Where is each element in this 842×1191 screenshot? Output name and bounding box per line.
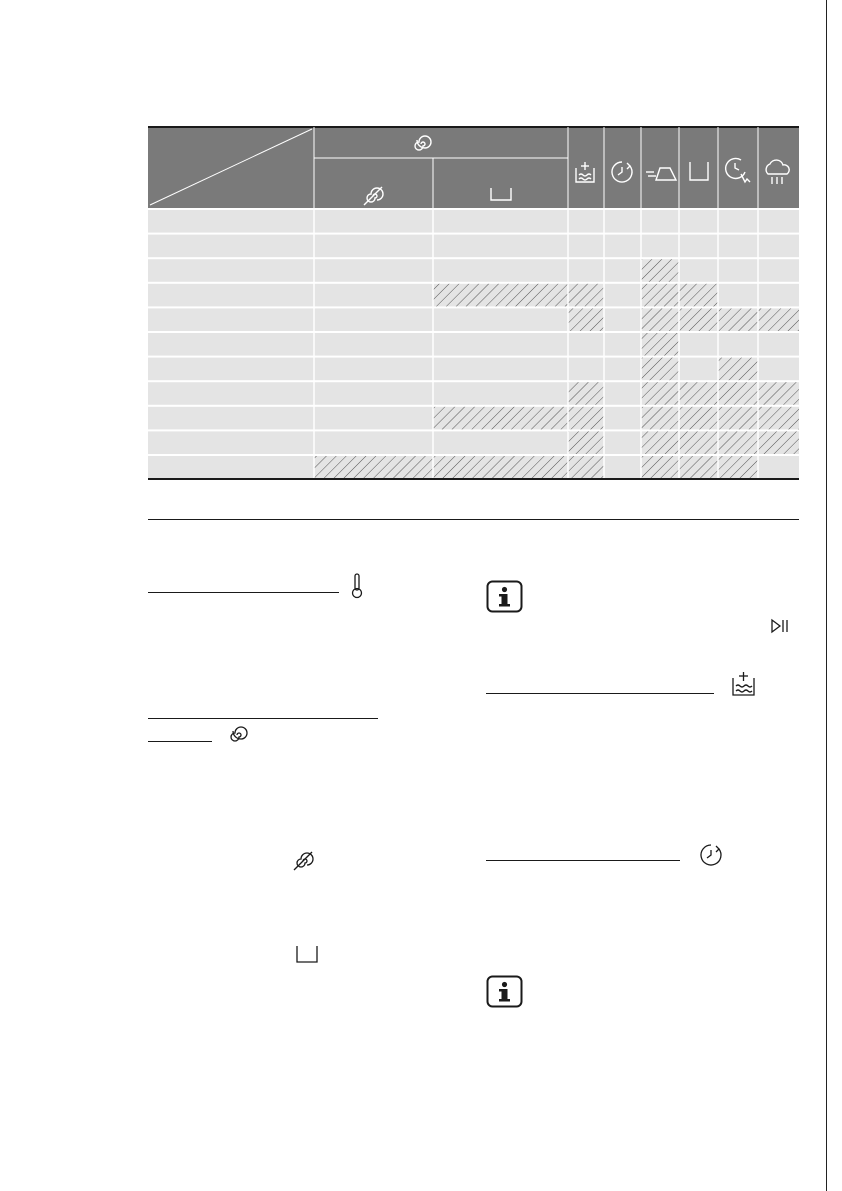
table-cell bbox=[604, 382, 641, 405]
table-cell bbox=[568, 358, 604, 381]
table-cell bbox=[148, 358, 314, 381]
table-cell bbox=[314, 431, 433, 454]
table-cell bbox=[604, 235, 641, 258]
table-cell bbox=[148, 382, 314, 405]
table-cell-unavailable bbox=[679, 431, 718, 454]
table-cell bbox=[718, 210, 758, 233]
time-save-heading-rule bbox=[486, 860, 680, 861]
table-cell bbox=[148, 210, 314, 233]
table-cell bbox=[679, 358, 718, 381]
no-spin-icon bbox=[291, 849, 315, 873]
table-header bbox=[148, 127, 799, 208]
table-cell-unavailable bbox=[679, 407, 718, 430]
table-cell bbox=[433, 259, 568, 282]
table-bottom-rule bbox=[148, 478, 799, 480]
table-cell bbox=[568, 259, 604, 282]
time-save-icon bbox=[698, 840, 728, 868]
table-cell bbox=[679, 333, 718, 356]
table-cell bbox=[758, 456, 799, 479]
table-cell-unavailable bbox=[758, 407, 799, 430]
table-cell-unavailable bbox=[641, 308, 679, 331]
table-cell bbox=[604, 456, 641, 479]
table-cell bbox=[604, 358, 641, 381]
table-row bbox=[148, 382, 799, 405]
table-cell-unavailable bbox=[568, 382, 604, 405]
table-cell bbox=[718, 259, 758, 282]
table-cell bbox=[148, 407, 314, 430]
table-cell bbox=[758, 333, 799, 356]
table-cell-unavailable bbox=[314, 456, 433, 479]
rinse-hold-icon bbox=[295, 944, 321, 966]
table-cell-unavailable bbox=[718, 308, 758, 331]
table-cell-unavailable bbox=[679, 308, 718, 331]
table-cell bbox=[568, 333, 604, 356]
table-cell bbox=[148, 259, 314, 282]
table-cell-unavailable bbox=[679, 284, 718, 307]
table-cell-unavailable bbox=[718, 382, 758, 405]
table-cell bbox=[641, 210, 679, 233]
table-cell bbox=[314, 259, 433, 282]
table-cell bbox=[604, 308, 641, 331]
table-row bbox=[148, 210, 799, 233]
table-cell-unavailable bbox=[641, 358, 679, 381]
options-table bbox=[0, 0, 842, 500]
table-cell-unavailable bbox=[758, 382, 799, 405]
table-cell bbox=[314, 308, 433, 331]
table-cell bbox=[758, 210, 799, 233]
table-cell bbox=[433, 210, 568, 233]
extra-rinse-icon bbox=[731, 671, 757, 699]
table-cell-unavailable bbox=[433, 407, 568, 430]
table-row bbox=[148, 235, 799, 258]
table-cell-unavailable bbox=[718, 358, 758, 381]
table-row bbox=[148, 259, 799, 282]
table-cell bbox=[568, 235, 604, 258]
table-cell bbox=[314, 358, 433, 381]
table-cell bbox=[433, 333, 568, 356]
table-cell bbox=[758, 284, 799, 307]
table-cell-unavailable bbox=[641, 407, 679, 430]
table-cell-unavailable bbox=[718, 456, 758, 479]
table-cell bbox=[718, 235, 758, 258]
table-cell-unavailable bbox=[568, 456, 604, 479]
info-icon bbox=[486, 975, 524, 1009]
spin-icon bbox=[226, 723, 250, 747]
info-icon bbox=[486, 580, 524, 614]
table-cell-unavailable bbox=[718, 407, 758, 430]
table-cell bbox=[314, 235, 433, 258]
table-cell bbox=[148, 456, 314, 479]
table-cell bbox=[604, 431, 641, 454]
table-cell bbox=[433, 235, 568, 258]
table-cell-unavailable bbox=[568, 407, 604, 430]
table-cell-unavailable bbox=[641, 284, 679, 307]
table-cell-unavailable bbox=[758, 308, 799, 331]
table-cell bbox=[148, 333, 314, 356]
spin-heading-rule-2 bbox=[148, 741, 212, 742]
table-cell bbox=[148, 284, 314, 307]
table-cell bbox=[604, 210, 641, 233]
table-row bbox=[148, 308, 799, 331]
table-cell bbox=[568, 210, 604, 233]
section-divider bbox=[148, 519, 799, 520]
table-cell bbox=[148, 431, 314, 454]
table-row bbox=[148, 431, 799, 454]
table-cell bbox=[148, 235, 314, 258]
table-cell bbox=[758, 235, 799, 258]
table-cell-unavailable bbox=[758, 431, 799, 454]
table-cell-unavailable bbox=[433, 456, 568, 479]
table-cell bbox=[718, 284, 758, 307]
table-cell-unavailable bbox=[568, 308, 604, 331]
table-cell bbox=[433, 308, 568, 331]
table-cell bbox=[604, 284, 641, 307]
table-cell bbox=[314, 407, 433, 430]
table-cell bbox=[641, 235, 679, 258]
table-cell bbox=[148, 308, 314, 331]
table-cell bbox=[718, 333, 758, 356]
thermometer-icon bbox=[350, 573, 364, 599]
table-row bbox=[148, 284, 799, 307]
table-cell-unavailable bbox=[641, 333, 679, 356]
table-cell bbox=[679, 210, 718, 233]
table-cell-unavailable bbox=[679, 382, 718, 405]
table-cell-unavailable bbox=[641, 259, 679, 282]
table-cell-unavailable bbox=[568, 431, 604, 454]
table-cell bbox=[314, 284, 433, 307]
table-cell-unavailable bbox=[641, 456, 679, 479]
table-cell bbox=[604, 259, 641, 282]
table-cell bbox=[433, 358, 568, 381]
table-cell bbox=[604, 333, 641, 356]
temperature-heading-rule bbox=[148, 592, 339, 593]
spin-heading-rule-1 bbox=[148, 718, 378, 719]
table-cell bbox=[679, 259, 718, 282]
table-cell-unavailable bbox=[641, 431, 679, 454]
table-cell bbox=[433, 431, 568, 454]
table-cell bbox=[758, 358, 799, 381]
table-row bbox=[148, 456, 799, 479]
table-cell-unavailable bbox=[433, 284, 568, 307]
table-cell bbox=[758, 259, 799, 282]
table-row bbox=[148, 358, 799, 381]
table-cell-unavailable bbox=[568, 284, 604, 307]
table-cell bbox=[604, 407, 641, 430]
table-cell bbox=[314, 333, 433, 356]
table-cell bbox=[314, 382, 433, 405]
table-cell bbox=[679, 235, 718, 258]
table-cell bbox=[433, 382, 568, 405]
table-row bbox=[148, 333, 799, 356]
table-cell-unavailable bbox=[718, 431, 758, 454]
table-row bbox=[148, 407, 799, 430]
table-cell bbox=[314, 210, 433, 233]
start-pause-icon bbox=[770, 618, 790, 634]
table-cell-unavailable bbox=[679, 456, 718, 479]
table-cell-unavailable bbox=[641, 382, 679, 405]
extra-rinse-heading-rule bbox=[486, 693, 714, 694]
